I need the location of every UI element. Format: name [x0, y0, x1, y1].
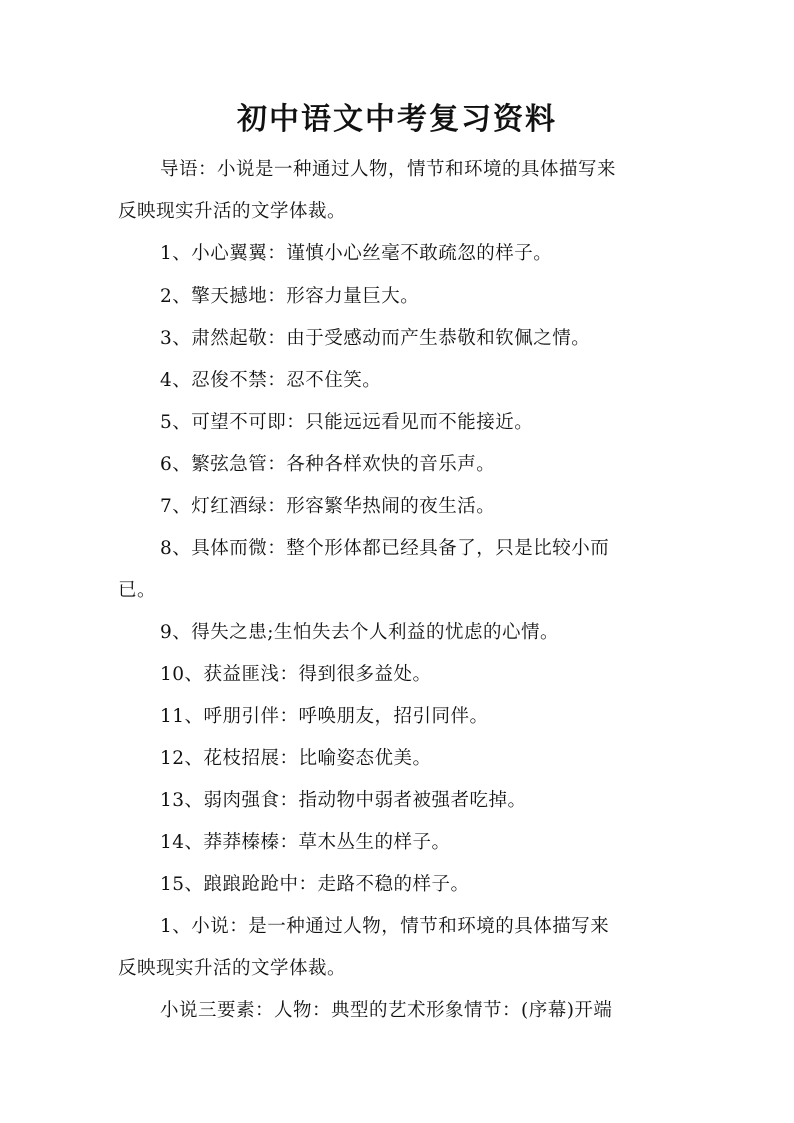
- intro-line-2: 反映现实升活的文学体裁。: [118, 201, 347, 222]
- list-item-10: 10、获益匪浅：得到很多益处。: [160, 664, 432, 685]
- list-item-1: 1、小心翼翼：谨慎小心丝毫不敢疏忽的样子。: [160, 243, 553, 264]
- list-item-13: 13、弱肉强食：指动物中弱者被强者吃掉。: [160, 790, 527, 811]
- list-item-5: 5、可望不可即：只能远远看见而不能接近。: [160, 412, 534, 433]
- list-item-4: 4、忍俊不禁：忍不住笑。: [160, 370, 382, 391]
- list-item-11: 11、呼朋引伴：呼唤朋友，招引同伴。: [160, 706, 489, 727]
- list-item-8: 8、具体而微：整个形体都已经具备了，只是比较小而: [160, 538, 610, 559]
- novel-definition-line-2: 反映现实升活的文学体裁。: [118, 958, 347, 979]
- novel-definition-line-1: 1、小说：是一种通过人物，情节和环境的具体描写来: [160, 916, 610, 937]
- intro-line-1: 导语：小说是一种通过人物，情节和环境的具体描写来: [160, 159, 617, 180]
- novel-elements-line: 小说三要素：人物：典型的艺术形象情节：(序幕)开端: [160, 1000, 613, 1021]
- list-item-6: 6、繁弦急管：各种各样欢快的音乐声。: [160, 454, 496, 475]
- list-item-3: 3、肃然起敬：由于受感动而产生恭敬和钦佩之情。: [160, 328, 591, 349]
- list-item-15: 15、踉踉跄跄中：走路不稳的样子。: [160, 874, 470, 895]
- list-item-2: 2、擎天撼地：形容力量巨大。: [160, 286, 420, 307]
- list-item-8-continued: 已。: [118, 580, 157, 601]
- list-item-12: 12、花枝招展：比喻姿态优美。: [160, 748, 432, 769]
- list-item-14: 14、莽莽榛榛：草木丛生的样子。: [160, 832, 451, 853]
- document-title: 初中语文中考复习资料: [237, 102, 557, 137]
- list-item-7: 7、灯红酒绿：形容繁华热闹的夜生活。: [160, 496, 496, 517]
- list-item-9: 9、得失之患;生怕失去个人利益的忧虑的心情。: [160, 622, 560, 643]
